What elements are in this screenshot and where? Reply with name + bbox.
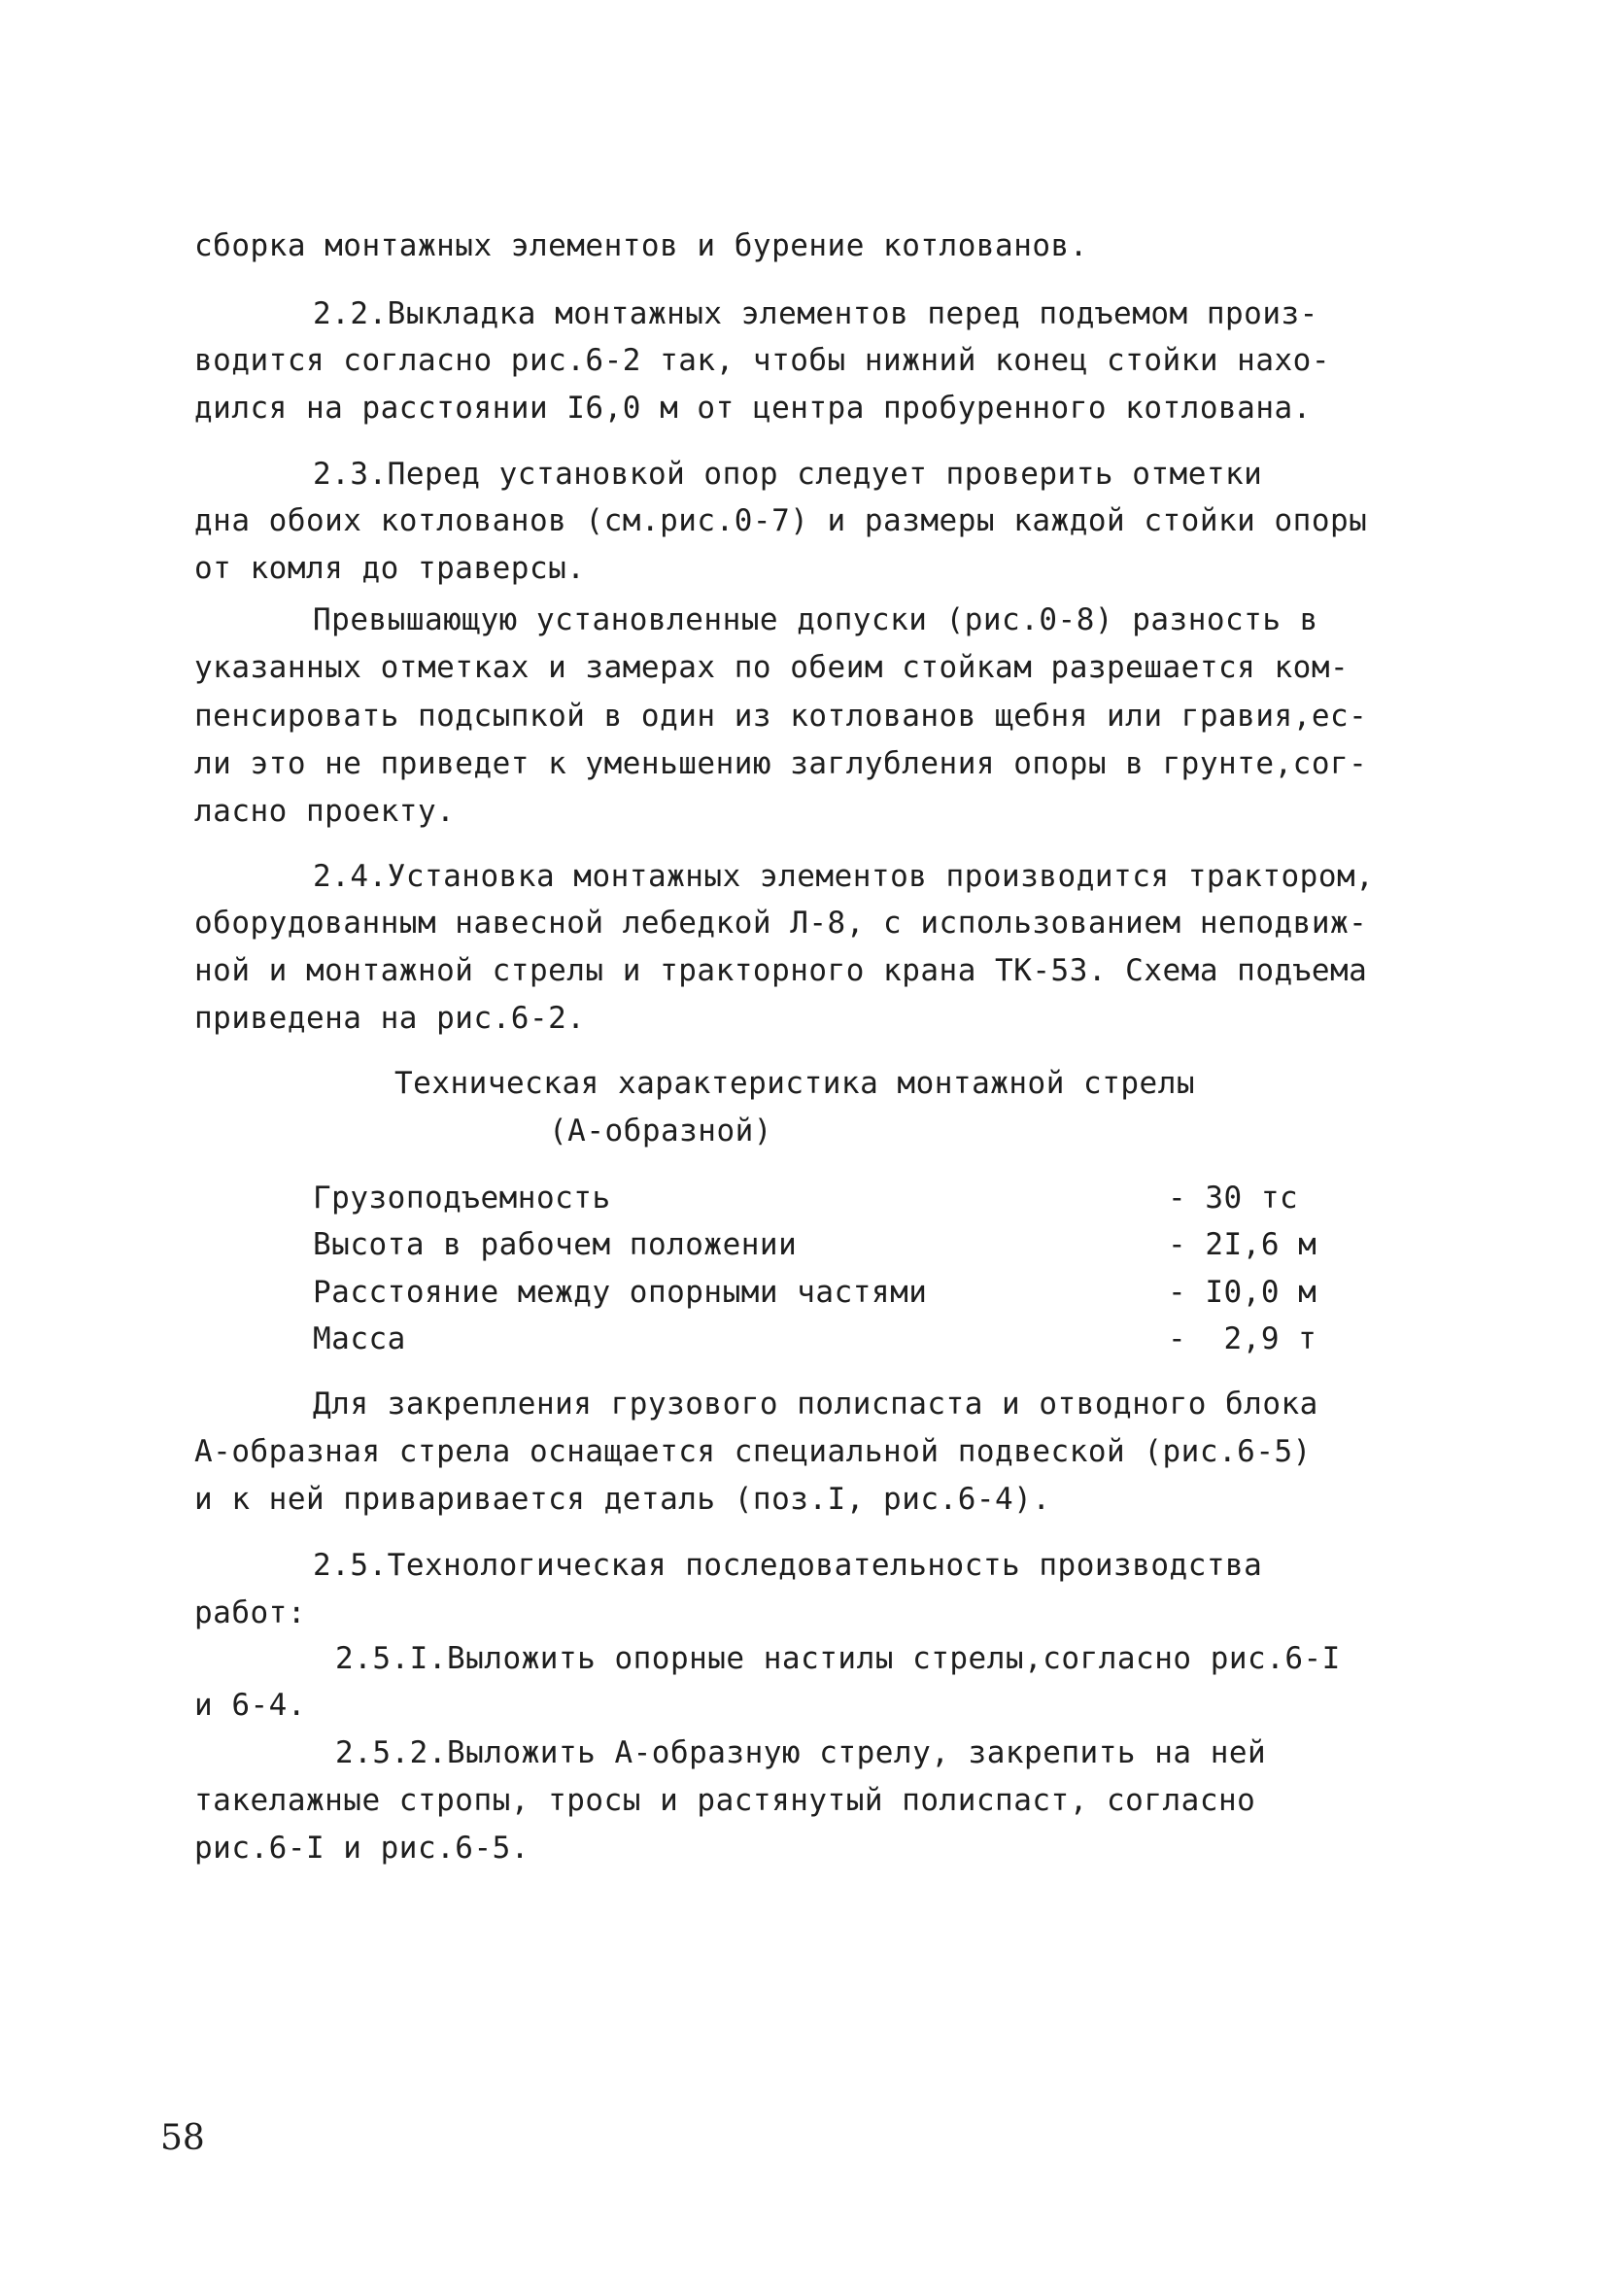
text-line: ной и монтажной стрелы и тракторного крана ТК-53. Схема подъема: [194, 953, 1368, 988]
text-line: дна обоих котлованов (см.рис.0-7) и размеры каждой стойки опоры: [194, 503, 1368, 538]
text-line: Превышающую установленные допуски (рис.0-8) разность в: [313, 602, 1318, 637]
text-line: ласно проекту.: [194, 794, 456, 829]
spec-label: Расстояние между опорными частями: [313, 1275, 928, 1310]
spec-label: Масса: [313, 1321, 406, 1356]
spec-subheading: (А-образной): [549, 1114, 772, 1148]
text-line: и к ней приваривается деталь (поз.I, рис.6-4).: [194, 1482, 1051, 1517]
text-line: приведена на рис.6-2.: [194, 1001, 586, 1036]
text-line: 2.5.Технологическая последовательность производства: [313, 1548, 1263, 1583]
text-line: указанных отметках и замерах по обеим стойкам разрешается ком-: [194, 650, 1350, 685]
text-line: оборудованным навесной лебедкой Л-8, с использованием неподвиж-: [194, 906, 1368, 941]
text-line: А-образная стрела оснащается специальной подвеской (рис.6-5): [194, 1434, 1312, 1469]
text-line: ли это не приведет к уменьшению заглубления опоры в грунте,сог-: [194, 746, 1368, 781]
text-line: от комля до траверсы.: [194, 551, 586, 586]
text-line: работ:: [194, 1595, 306, 1630]
spec-row: [313, 1321, 1343, 1363]
text-line: и 6-4.: [194, 1688, 306, 1723]
text-line: дился на расстоянии I6,0 м от центра пробуренного котлована.: [194, 391, 1312, 426]
text-line: пенсировать подсыпкой в один из котлованов щебня или гравия,ес-: [194, 699, 1368, 734]
page-number: 58: [160, 2118, 205, 2158]
text-line: сборка монтажных элементов и бурение котлованов.: [194, 228, 1088, 263]
text-line: водится согласно рис.6-2 так, чтобы нижний конец стойки нахо-: [194, 343, 1330, 378]
spec-row: [313, 1183, 1343, 1222]
text-line: Для закрепления грузового полиспаста и отводного блока: [313, 1387, 1318, 1422]
spec-label: Высота в рабочем положении: [313, 1227, 798, 1262]
spec-heading: Техническая характеристика монтажной стрелы: [394, 1066, 1196, 1101]
text-line: такелажные стропы, тросы и растянутый полиспаст, согласно: [194, 1783, 1256, 1818]
text-line: 2.4.Установка монтажных элементов производится трактором,: [313, 859, 1375, 894]
text-line: 2.5.2.Выложить А-образную стрелу, закрепить на ней: [335, 1735, 1267, 1770]
spec-row: [313, 1275, 1343, 1317]
spec-row: [313, 1227, 1343, 1269]
text-line: 2.3.Перед установкой опор следует проверить отметки: [313, 457, 1263, 492]
spec-value: - I0,0 м: [1168, 1275, 1317, 1310]
text-line: 2.2.Выкладка монтажных элементов перед подъемом произ-: [313, 296, 1318, 331]
spec-value: - 30 тс: [1168, 1181, 1299, 1216]
spec-value: - 2,9 т: [1168, 1321, 1317, 1356]
text-line: рис.6-I и рис.6-5.: [194, 1831, 530, 1866]
spec-label: Грузоподъемность: [313, 1181, 611, 1216]
text-line: 2.5.I.Выложить опорные настилы стрелы,согласно рис.6-I: [335, 1641, 1341, 1676]
spec-value: - 2I,6 м: [1168, 1227, 1317, 1262]
